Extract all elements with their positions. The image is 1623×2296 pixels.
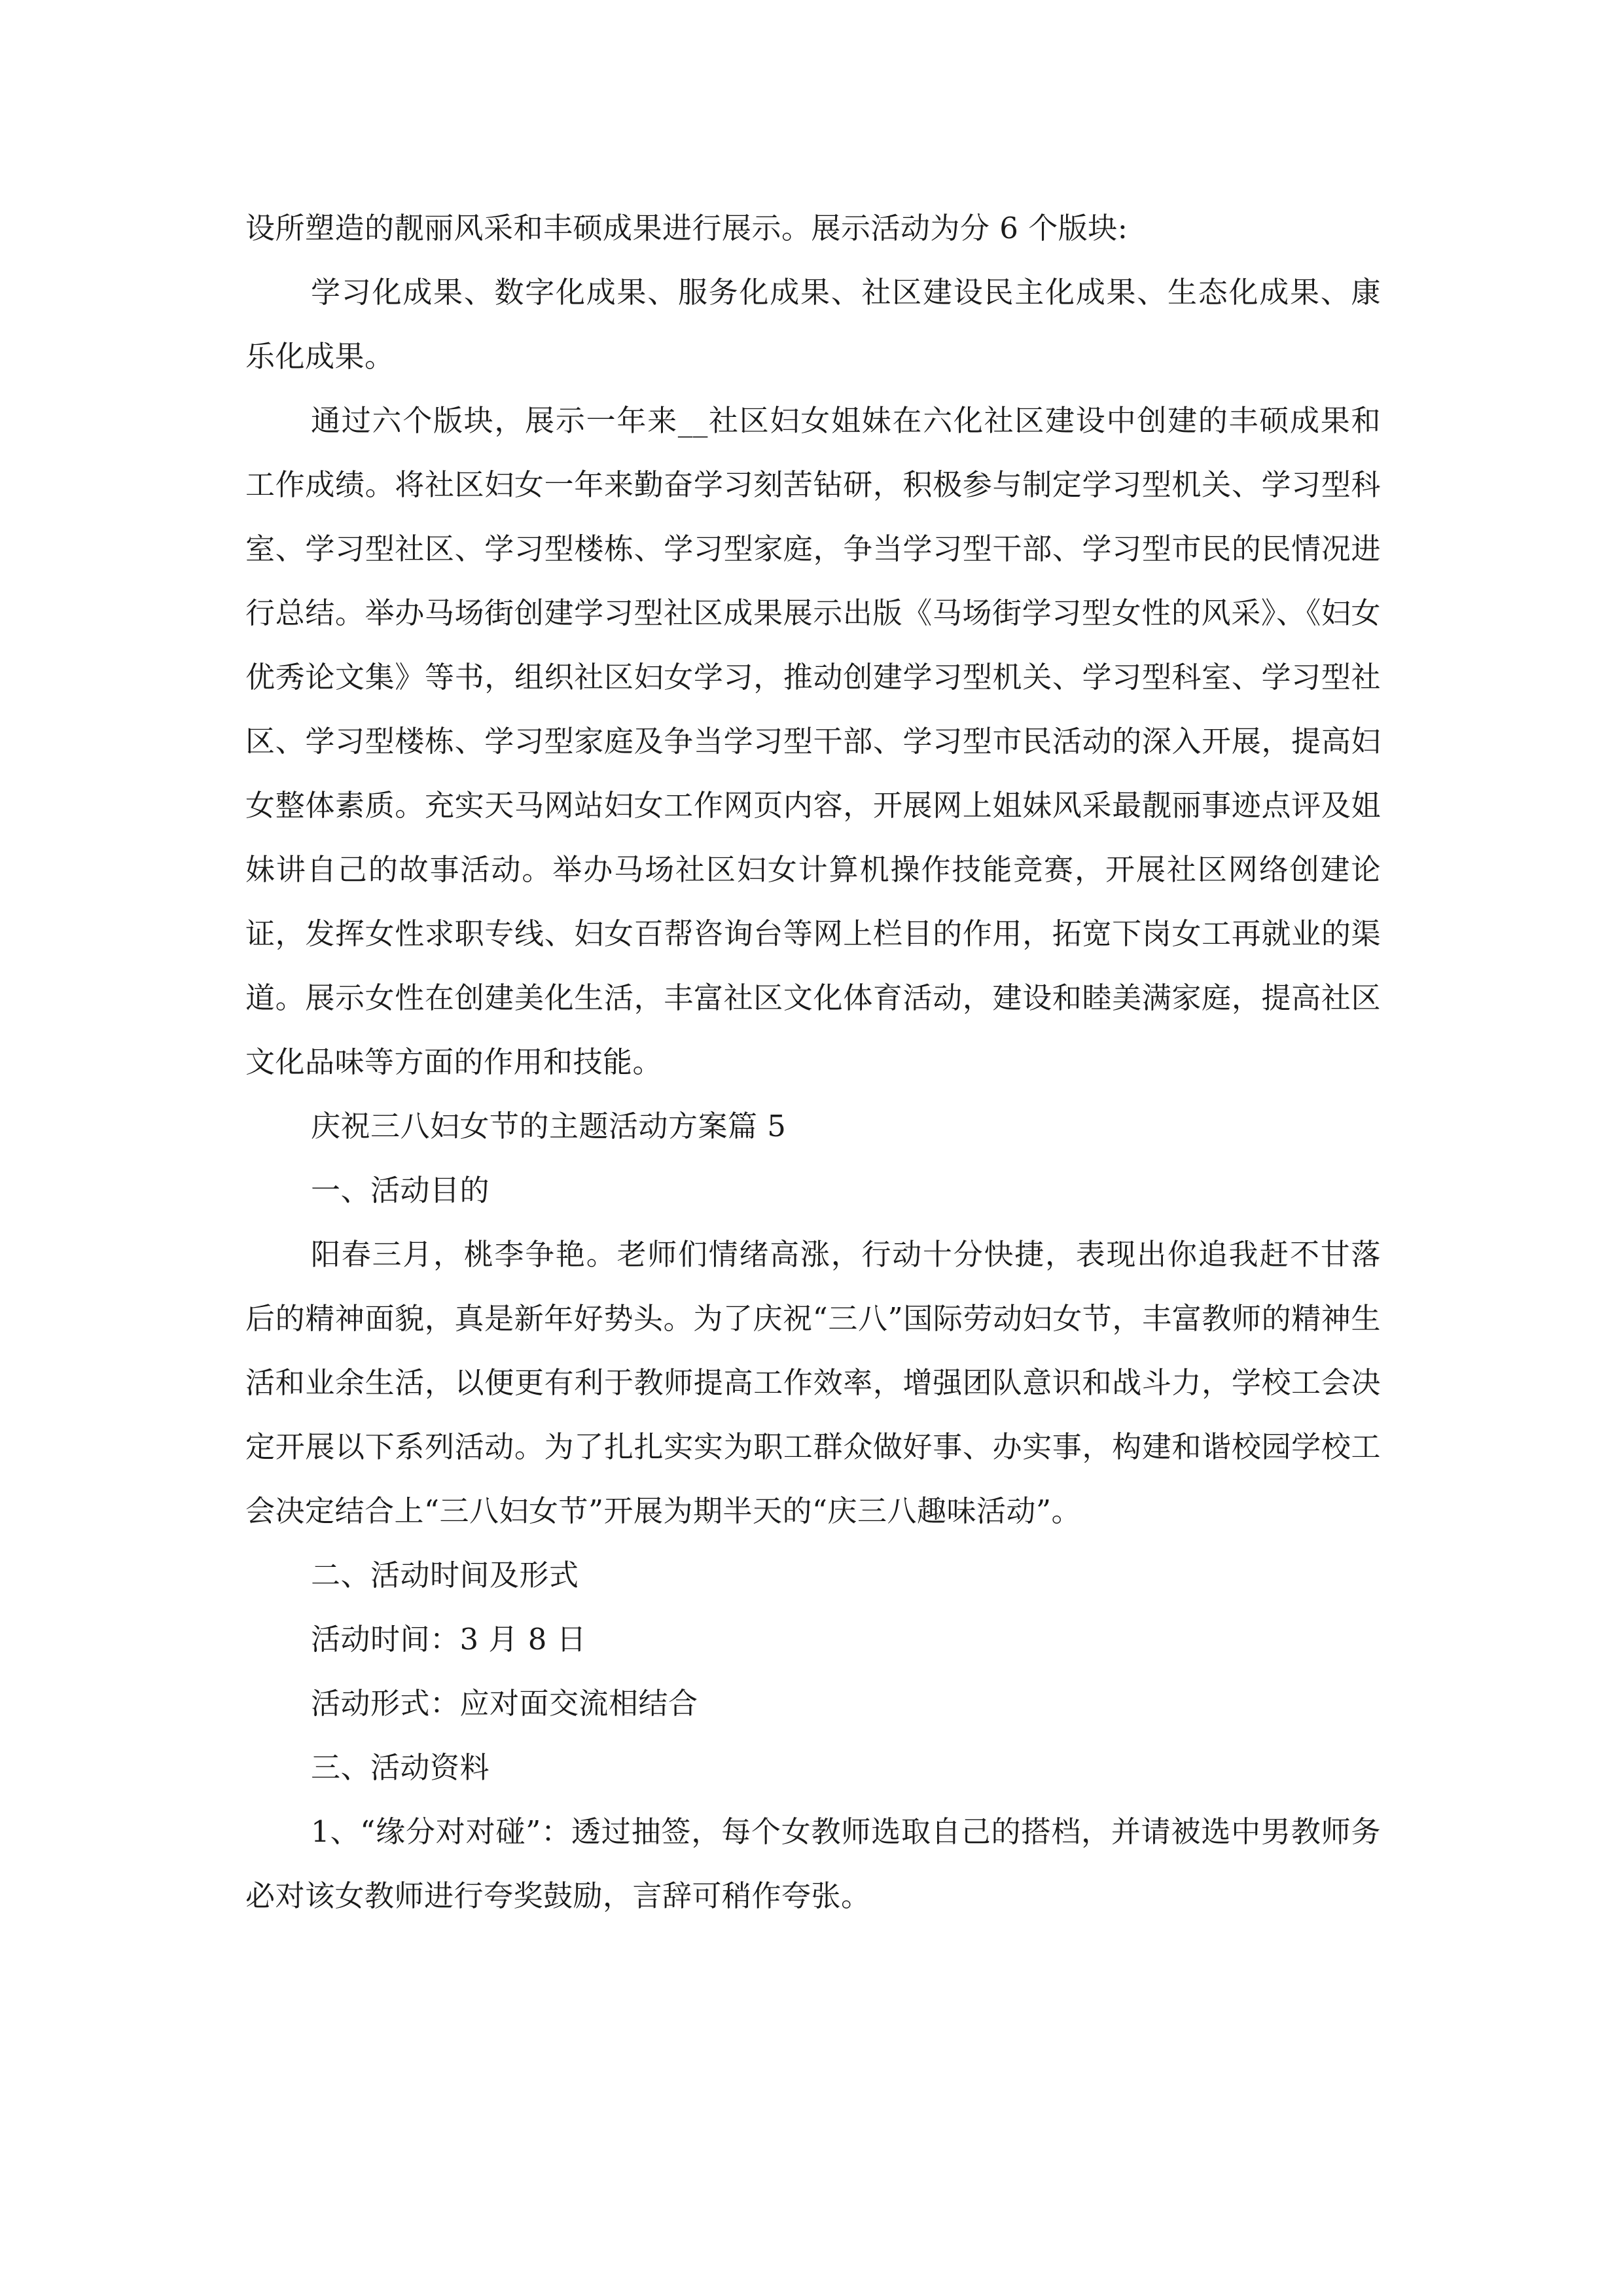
paragraph-activity-form: 活动形式：应对面交流相结合 — [311, 1686, 698, 1721]
paragraph-six-sections: 学习化成果、数字化成果、服务化成果、社区建设民主化成果、生态化成果、康乐化成果。 — [245, 275, 1381, 374]
section-title-plan-5: 庆祝三八妇女节的主题活动方案篇 5 — [311, 1109, 787, 1143]
paragraph-purpose: 阳春三月，桃李争艳。老师们情绪高涨，行动十分快捷，表现出你追我赶不甘落后的精神面貌，真是新年好势头。为了庆祝“三八”国际劳动妇女节，丰富教师的精神生活和业余生活，以便更有利于教师提高工作效率，增强团队意识和战斗力，学校工会决定开展以下系列活动。为了扎扎实实为职工群众做好事、办实事，构建和谐校园学校工会决定结合上“三八妇女节”开展为期半天的“庆三八趣味活动”。 — [245, 1237, 1381, 1528]
paragraph-achievements: 通过六个版块，展示一年来__社区妇女姐妹在六化社区建设中创建的丰硕成果和工作成绩。将社区妇女一年来勤奋学习刻苦钻研，积极参与制定学习型机关、学习型科室、学习型社区、学习型楼栋、学习型家庭，争当学习型干部、学习型市民的民情况进行总结。举办马场街创建学习型社区成果展示出版《马场街学习型女性的风采》、《妇女优秀论文集》等书，组织社区妇女学习，推动创建学习型机关、学习型科室、学习型社区、学习型楼栋、学习型家庭及争当学习型干部、学习型市民活动的深入开展，提高妇女整体素质。充实天马网站妇女工作网页内容，开展网上姐妹风采最靓丽事迹点评及姐妹讲自己的故事活动。举办马场社区妇女计算机操作技能竞赛，开展社区网络创建论证，发挥女性求职专线、妇女百帮咨询台等网上栏目的作用，拓宽下岗女工再就业的渠道。展示女性在创建美化生活，丰富社区文化体育活动，建设和睦美满家庭，提高社区文化品味等方面的作用和技能。 — [245, 403, 1381, 1079]
heading-activity-purpose: 一、活动目的 — [311, 1173, 490, 1208]
paragraph-intro-continued: 设所塑造的靓丽风采和丰硕成果进行展示。展示活动为分 6 个版块: — [245, 211, 1128, 245]
heading-time-and-form: 二、活动时间及形式 — [311, 1558, 579, 1592]
document-body — [245, 196, 1381, 1928]
paragraph-activity-item-1: 1、“缘分对对碰”：透过抽签，每个女教师选取自己的搭档，并请被选中男教师务必对该女教师进行夸奖鼓励，言辞可稍作夸张。 — [245, 1814, 1381, 1913]
heading-activity-content: 三、活动资料 — [311, 1750, 490, 1785]
paragraph-activity-time: 活动时间：3 月 8 日 — [311, 1622, 587, 1657]
